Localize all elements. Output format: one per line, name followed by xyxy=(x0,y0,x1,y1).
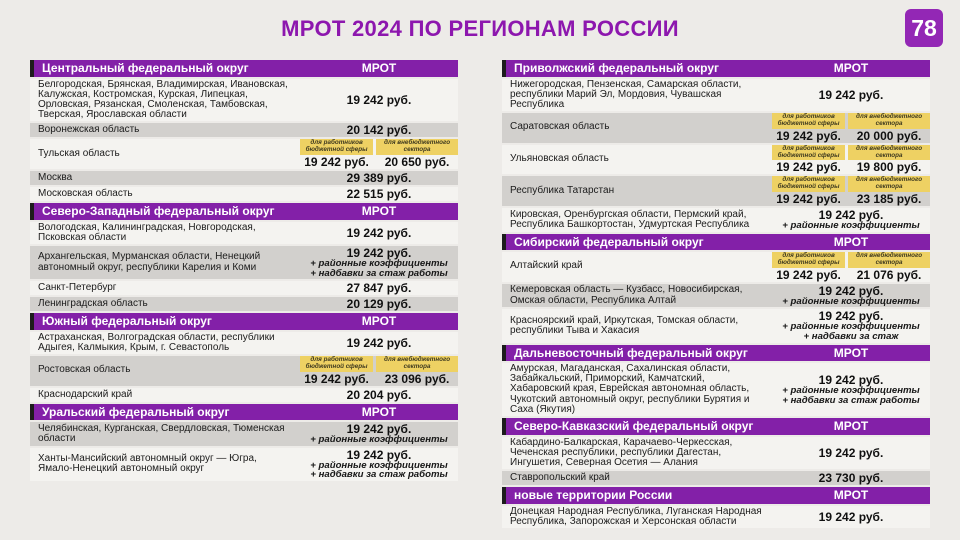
value-addendum: + надбавки за стаж xyxy=(803,330,899,342)
mrot-column-label: МРОТ xyxy=(833,345,869,360)
section-header-label: новые территории России xyxy=(514,488,673,503)
budget-sector-label: для работников бюджетной сферы xyxy=(772,113,845,129)
value-zone xyxy=(772,511,930,523)
mrot-value: 19 242 руб. xyxy=(346,447,412,462)
budget-cell xyxy=(300,356,373,385)
mrot-value: 19 242 руб. xyxy=(346,92,412,107)
nonbudget-cell xyxy=(848,176,930,205)
nonbudget-cell xyxy=(376,139,458,168)
budget-mrot-value: 19 242 руб. xyxy=(304,371,369,386)
region-name: Белгородская, Брянская, Владимирская, Ивановская, Калужская, Костромская, Курская, Липецкая, Орловская, Рязанская, Смоленская, Тамбовская, Тверская, Ярославская области xyxy=(38,78,288,121)
nonbudget-sector-label: для внебюджетного сектора xyxy=(376,139,458,155)
region-name: Алтайский край xyxy=(510,260,583,272)
nonbudget-cell xyxy=(848,113,930,142)
mrot-column-label: МРОТ xyxy=(361,314,397,329)
table-row xyxy=(30,79,458,122)
table-row xyxy=(30,297,458,311)
table-row-split xyxy=(502,113,930,143)
value-zone-split xyxy=(772,113,930,142)
table-row xyxy=(502,208,930,232)
value-zone xyxy=(300,337,458,349)
budget-mrot-value: 19 242 руб. xyxy=(776,160,841,175)
value-zone-split xyxy=(772,252,930,281)
mrot-value: 20 129 руб. xyxy=(346,297,412,312)
table-row xyxy=(30,187,458,201)
section-header-row xyxy=(30,60,458,77)
value-zone xyxy=(772,209,930,231)
budget-mrot-value: 19 242 руб. xyxy=(304,154,369,169)
mrot-column-label: МРОТ xyxy=(361,61,397,75)
budget-cell xyxy=(772,145,845,174)
value-addendum: + районные коэффициенты xyxy=(310,434,448,446)
budget-cell xyxy=(772,252,845,281)
region-name: Москва xyxy=(38,171,73,183)
table-row xyxy=(30,388,458,402)
mrot-value: 19 242 руб. xyxy=(346,245,412,260)
mrot-value: 19 242 руб. xyxy=(818,309,884,324)
region-name: Красноярский край, Иркутская, Томская области, республики Тыва и Хакасия xyxy=(510,314,739,336)
region-name: Краснодарский край xyxy=(38,388,133,400)
nonbudget-sector-label: для внебюджетного сектора xyxy=(848,252,930,268)
region-name: Вологодская, Калининградская, Новгородская, Псковская области xyxy=(38,221,256,243)
page-title: МРОТ 2024 ПО РЕГИОНАМ РОССИИ xyxy=(281,16,679,41)
region-name: Кировская, Оренбургская области, Пермский край, Республика Башкортостан, Удмуртская Республика xyxy=(510,208,750,230)
table-row-split xyxy=(30,356,458,386)
budget-cell xyxy=(772,176,845,205)
value-zone xyxy=(300,188,458,200)
value-zone xyxy=(300,247,458,278)
regions-table xyxy=(30,60,930,528)
value-zone-split xyxy=(300,139,458,168)
table-row-split xyxy=(502,176,930,206)
nonbudget-cell xyxy=(848,252,930,281)
mrot-value: 19 242 руб. xyxy=(818,207,884,222)
region-name: Донецкая Народная Республика, Луганская Народная Республика, Запорожская и Херсонская области xyxy=(510,505,762,527)
table-row xyxy=(30,281,458,295)
value-addendum: + районные коэффициенты xyxy=(782,384,920,396)
table-row xyxy=(30,422,458,446)
table-row xyxy=(30,448,458,481)
section-header-row xyxy=(502,487,930,504)
value-addendum: + районные коэффициенты xyxy=(310,459,448,471)
mrot-value: 19 242 руб. xyxy=(346,422,412,437)
mrot-value: 27 847 руб. xyxy=(346,281,412,296)
mrot-value: 19 242 руб. xyxy=(818,509,884,524)
budget-sector-label: для работников бюджетной сферы xyxy=(772,176,845,192)
value-zone xyxy=(300,94,458,106)
section-header-label: Северо-Кавказский федеральный округ xyxy=(514,419,754,434)
table-row xyxy=(30,222,458,244)
table-row xyxy=(30,171,458,185)
value-zone xyxy=(772,374,930,405)
value-zone xyxy=(772,285,930,307)
mrot-column-label: МРОТ xyxy=(833,488,869,503)
budget-cell xyxy=(772,113,845,142)
region-name: Воронежская область xyxy=(38,124,140,136)
nonbudget-cell xyxy=(848,145,930,174)
region-name: Ставропольский край xyxy=(510,472,610,484)
section-header-row xyxy=(502,234,930,251)
value-zone xyxy=(300,423,458,445)
section-header-label: Центральный федеральный округ xyxy=(42,61,249,75)
region-name: Ханты-Мансийский автономный округ — Югра, Ямало-Ненецкий автономный округ xyxy=(38,453,257,475)
mrot-value: 19 242 руб. xyxy=(818,445,884,460)
value-zone xyxy=(300,227,458,239)
section-header-label: Северо-Западный федеральный округ xyxy=(42,203,275,218)
region-name: Саратовская область xyxy=(510,121,610,133)
mrot-value: 29 389 руб. xyxy=(346,170,412,185)
mrot-value: 19 242 руб. xyxy=(818,372,884,387)
mrot-value: 20 142 руб. xyxy=(346,123,412,138)
table-row xyxy=(502,284,930,308)
mrot-column-label: МРОТ xyxy=(361,404,397,419)
nonbudget-mrot-value: 23 185 руб. xyxy=(856,191,922,206)
section-header-label: Южный федеральный округ xyxy=(42,314,212,329)
value-addendum: + надбавки за стаж работы xyxy=(310,469,448,481)
value-zone xyxy=(772,310,930,341)
region-name: Кабардино-Балкарская, Карачаево-Черкесская, Чеченская республики, республики Дагестан, Ингушетия, Северная Осетия — Алания xyxy=(510,436,733,468)
budget-cell xyxy=(300,139,373,168)
region-name: Тульская область xyxy=(38,147,120,159)
section-header-label: Уральский федеральный округ xyxy=(42,404,230,419)
mrot-column-label: МРОТ xyxy=(833,234,869,249)
table-row xyxy=(502,437,930,470)
value-zone xyxy=(300,449,458,480)
section-header-row xyxy=(30,404,458,421)
section-header-row xyxy=(30,203,458,220)
section-header-row xyxy=(30,313,458,330)
value-addendum: + районные коэффициенты xyxy=(782,321,920,333)
table-row xyxy=(502,506,930,528)
budget-sector-label: для работников бюджетной сферы xyxy=(772,252,845,268)
table-row xyxy=(502,309,930,342)
mrot-value: 20 204 руб. xyxy=(346,387,412,402)
region-name: Архангельская, Мурманская области, Ненецкий автономный округ, республики Карелия и Коми xyxy=(38,251,261,273)
budget-mrot-value: 19 242 руб. xyxy=(776,128,841,143)
table-row xyxy=(502,79,930,112)
mrot-value: 23 730 руб. xyxy=(818,471,884,486)
table-row xyxy=(30,332,458,354)
nonbudget-sector-label: для внебюджетного сектора xyxy=(848,145,930,161)
table-row xyxy=(30,123,458,137)
nonbudget-sector-label: для внебюджетного сектора xyxy=(376,356,458,372)
nonbudget-mrot-value: 21 076 руб. xyxy=(856,267,922,282)
value-addendum: + районные коэффициенты xyxy=(782,295,920,307)
value-addendum: + районные коэффициенты xyxy=(782,219,920,231)
budget-sector-label: для работников бюджетной сферы xyxy=(300,356,373,372)
value-addendum: + районные коэффициенты xyxy=(310,257,448,269)
value-zone xyxy=(772,472,930,484)
section-header-label: Приволжский федеральный округ xyxy=(514,61,720,75)
mrot-value: 19 242 руб. xyxy=(346,225,412,240)
section-header-row xyxy=(502,60,930,77)
region-name: Московская область xyxy=(38,187,133,199)
region-name: Ростовская область xyxy=(38,364,131,376)
value-zone xyxy=(300,124,458,136)
region-name: Амурская, Магаданская, Сахалинская области, Забайкальский, Приморский, Камчатский, Хабаровский края, Еврейская автономная область, Чукотский автономный округ, республики Бурятия и Саха (Якутия) xyxy=(510,363,750,415)
value-zone-split xyxy=(772,145,930,174)
mrot-column-label: МРОТ xyxy=(833,419,869,434)
page-number-badge: 78 xyxy=(905,9,943,47)
budget-sector-label: для работников бюджетной сферы xyxy=(300,139,373,155)
region-name: Республика Татарстан xyxy=(510,184,615,196)
nonbudget-sector-label: для внебюджетного сектора xyxy=(848,176,930,192)
value-zone xyxy=(300,282,458,294)
value-addendum: + надбавки за стаж работы xyxy=(782,394,920,406)
region-name: Нижегородская, Пензенская, Самарская области, республики Марий Эл, Мордовия, Чувашская Республика xyxy=(510,78,742,110)
section-header-label: Дальневосточный федеральный округ xyxy=(514,345,748,360)
value-zone xyxy=(772,89,930,101)
nonbudget-sector-label: для внебюджетного сектора xyxy=(848,113,930,129)
budget-mrot-value: 19 242 руб. xyxy=(776,191,841,206)
region-name: Челябинская, Курганская, Свердловская, Тюменская области xyxy=(38,422,285,445)
mrot-column-label: МРОТ xyxy=(361,203,397,218)
table-row xyxy=(30,246,458,279)
value-zone xyxy=(300,389,458,401)
mrot-column-label: МРОТ xyxy=(833,61,869,75)
table-row xyxy=(502,363,930,416)
region-name: Астраханская, Волгоградская области, республики Адыгея, Калмыкия, Крым, г. Севастополь xyxy=(38,331,275,353)
value-addendum: + надбавки за стаж работы xyxy=(310,267,448,279)
value-zone xyxy=(772,447,930,459)
mrot-value: 22 515 руб. xyxy=(346,186,412,201)
table-column-left xyxy=(30,60,458,481)
budget-sector-label: для работников бюджетной сферы xyxy=(772,145,845,161)
nonbudget-mrot-value: 20 650 руб. xyxy=(384,154,450,169)
section-header-row xyxy=(502,418,930,435)
nonbudget-mrot-value: 19 800 руб. xyxy=(856,160,922,175)
nonbudget-cell xyxy=(376,356,458,385)
region-name: Санкт-Петербург xyxy=(38,282,117,293)
table-row-split xyxy=(30,139,458,169)
mrot-value: 19 242 руб. xyxy=(346,335,412,350)
mrot-value: 19 242 руб. xyxy=(818,87,884,102)
table-row-split xyxy=(502,252,930,282)
value-zone-split xyxy=(300,356,458,385)
value-zone-split xyxy=(772,176,930,205)
budget-mrot-value: 19 242 руб. xyxy=(776,267,841,282)
section-header-row xyxy=(502,345,930,362)
mrot-value: 19 242 руб. xyxy=(818,283,884,298)
nonbudget-mrot-value: 20 000 руб. xyxy=(856,128,922,143)
table-column-right xyxy=(502,60,930,528)
table-row xyxy=(502,471,930,485)
section-header-label: Сибирский федеральный округ xyxy=(514,234,704,249)
value-zone xyxy=(300,172,458,184)
nonbudget-mrot-value: 23 096 руб. xyxy=(384,371,450,386)
region-name: Кемеровская область — Кузбасс, Новосибирская, Омская области, Республика Алтай xyxy=(510,284,743,306)
region-name: Ульяновская область xyxy=(510,152,609,164)
table-row-split xyxy=(502,145,930,175)
region-name: Ленинградская область xyxy=(38,298,148,309)
value-zone xyxy=(300,298,458,310)
